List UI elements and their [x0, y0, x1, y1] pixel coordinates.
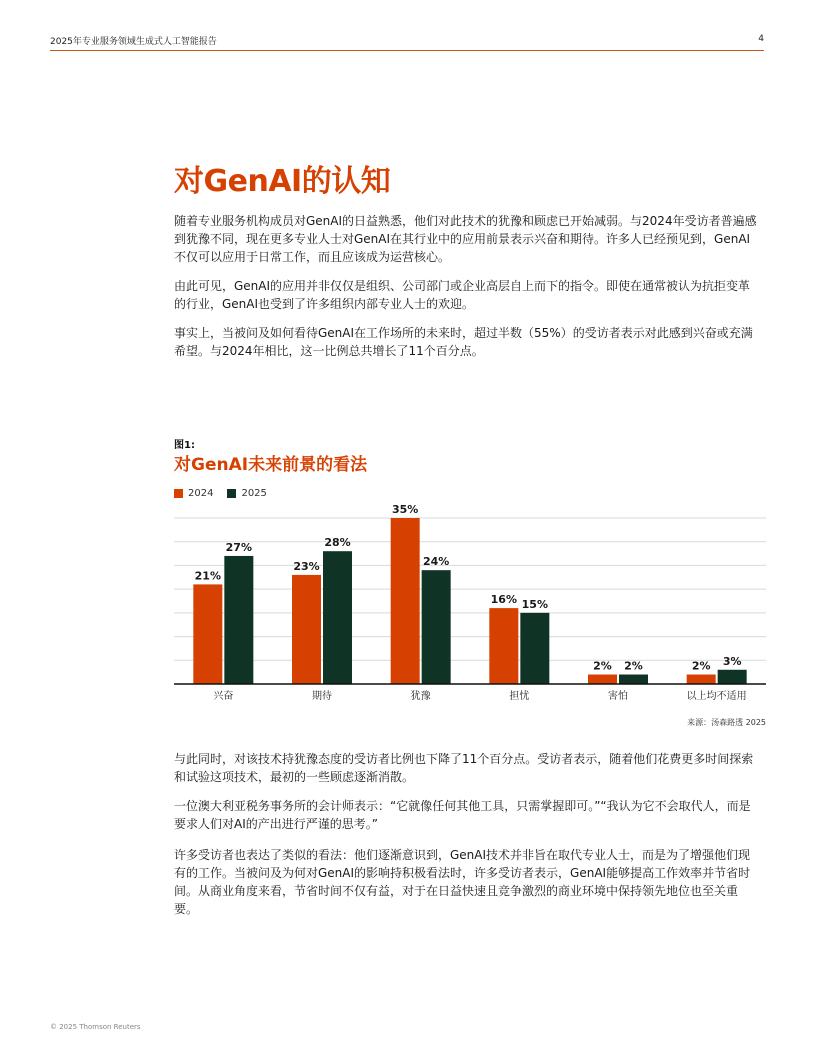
data-label-2024-0: 21% [194, 569, 222, 583]
bar-2024-2 [391, 518, 420, 684]
bar-2024-5 [687, 675, 716, 684]
data-label-2025-2: 24% [422, 555, 450, 569]
paragraph-efficiency: 许多受访者也表达了类似的看法：他们逐渐意识到，GenAI技术并非旨在取代专业人士，而是为了增强他们现有的工作。当被问及为何对GenAI的影响持积极看法时，许多受访者表示，GenAI能够提高工作效率并节省时间。从商业角度来看，节省时间不仅有益，对于在日益快速且竞争激烈的商业环境中保持领先地位也至关重要。 [174, 848, 751, 916]
paragraph-hesitation-drop: 与此同时，对该技术持犹豫态度的受访者比例也下降了11个百分点。受访者表示，随着他们花费更多时间探索和试验这项技术，最初的一些顾虑逐渐消散。 [174, 752, 754, 784]
bar-2024-0 [193, 584, 222, 684]
data-label-2025-5: 3% [722, 654, 742, 668]
category-label-3: 担忧 [509, 691, 530, 702]
page-number: 4 [758, 34, 764, 44]
bar-2025-0 [224, 556, 253, 684]
data-label-2025-3: 15% [521, 597, 549, 611]
legend-label-2024: 2024 [188, 488, 214, 499]
figure-title: 对GenAI未来前景的看法 [174, 455, 368, 475]
paragraph-familiarity: 随着专业服务机构成员对GenAI的日益熟悉，他们对此技术的犹豫和顾虑已开始减弱。与2024年受访者普遍感到犹豫不同，现在更多专业人士对GenAI在其行业中的应用前景表示兴奋和期待。许多人已经预见到，GenAI不仅可以应用于日常工作，而且应该成为运营核心。 [174, 214, 757, 264]
data-label-2025-1: 28% [324, 536, 351, 550]
bar-2024-1 [292, 575, 321, 684]
category-label-2: 犹豫 [410, 691, 431, 702]
bar-2025-3 [520, 613, 549, 684]
category-label-5: 以上均不适用 [686, 691, 747, 702]
bar-2024-3 [489, 608, 518, 684]
bar-2025-4 [619, 675, 648, 684]
bar-2025-5 [718, 670, 747, 684]
paragraph-accountant-quote: 一位澳大利亚税务事务所的会计师表示：“它就像任何其他工具，只需掌握即可。”“我认为它不会取代人，而是要求人们对AI的产出进行严谨的思考。” [174, 799, 751, 831]
data-label-2024-5: 2% [691, 659, 711, 673]
figure-label: 图1: [174, 440, 195, 451]
bar-2024-4 [588, 675, 617, 684]
category-label-4: 害怕 [608, 691, 628, 702]
data-label-2024-1: 23% [293, 559, 320, 573]
data-label-2024-3: 16% [490, 593, 518, 607]
category-label-0: 兴奋 [213, 691, 234, 702]
paragraph-sentiment: 事实上，当被问及如何看待GenAI在工作场所的未来时，超过半数（55%）的受访者表示对此感到兴奋或充满希望。与2024年相比，这一比例总共增长了11个百分点。 [174, 326, 753, 358]
data-label-2025-0: 27% [225, 540, 253, 554]
data-label-2024-2: 35% [391, 503, 419, 516]
bar-2025-2 [422, 570, 451, 684]
data-label-2024-4: 2% [593, 659, 612, 673]
section-title: 对GenAI的认知 [174, 164, 391, 199]
copyright: © 2025 Thomson Reuters [50, 1023, 141, 1031]
legend-label-2025: 2025 [241, 488, 267, 499]
figure-source: 来源：汤森路透 2025 [687, 718, 766, 727]
data-label-2025-4: 2% [624, 659, 643, 673]
bar-2025-1 [323, 551, 352, 684]
report-title: 2025年专业服务领域生成式人工智能报告 [50, 37, 217, 47]
category-label-1: 期待 [312, 691, 332, 702]
paragraph-adoption: 由此可见，GenAI的应用并非仅仅是组织、公司部门或企业高层自上而下的指令。即使在通常被认为抗拒变革的行业，GenAI也受到了许多组织内部专业人士的欢迎。 [174, 279, 751, 311]
